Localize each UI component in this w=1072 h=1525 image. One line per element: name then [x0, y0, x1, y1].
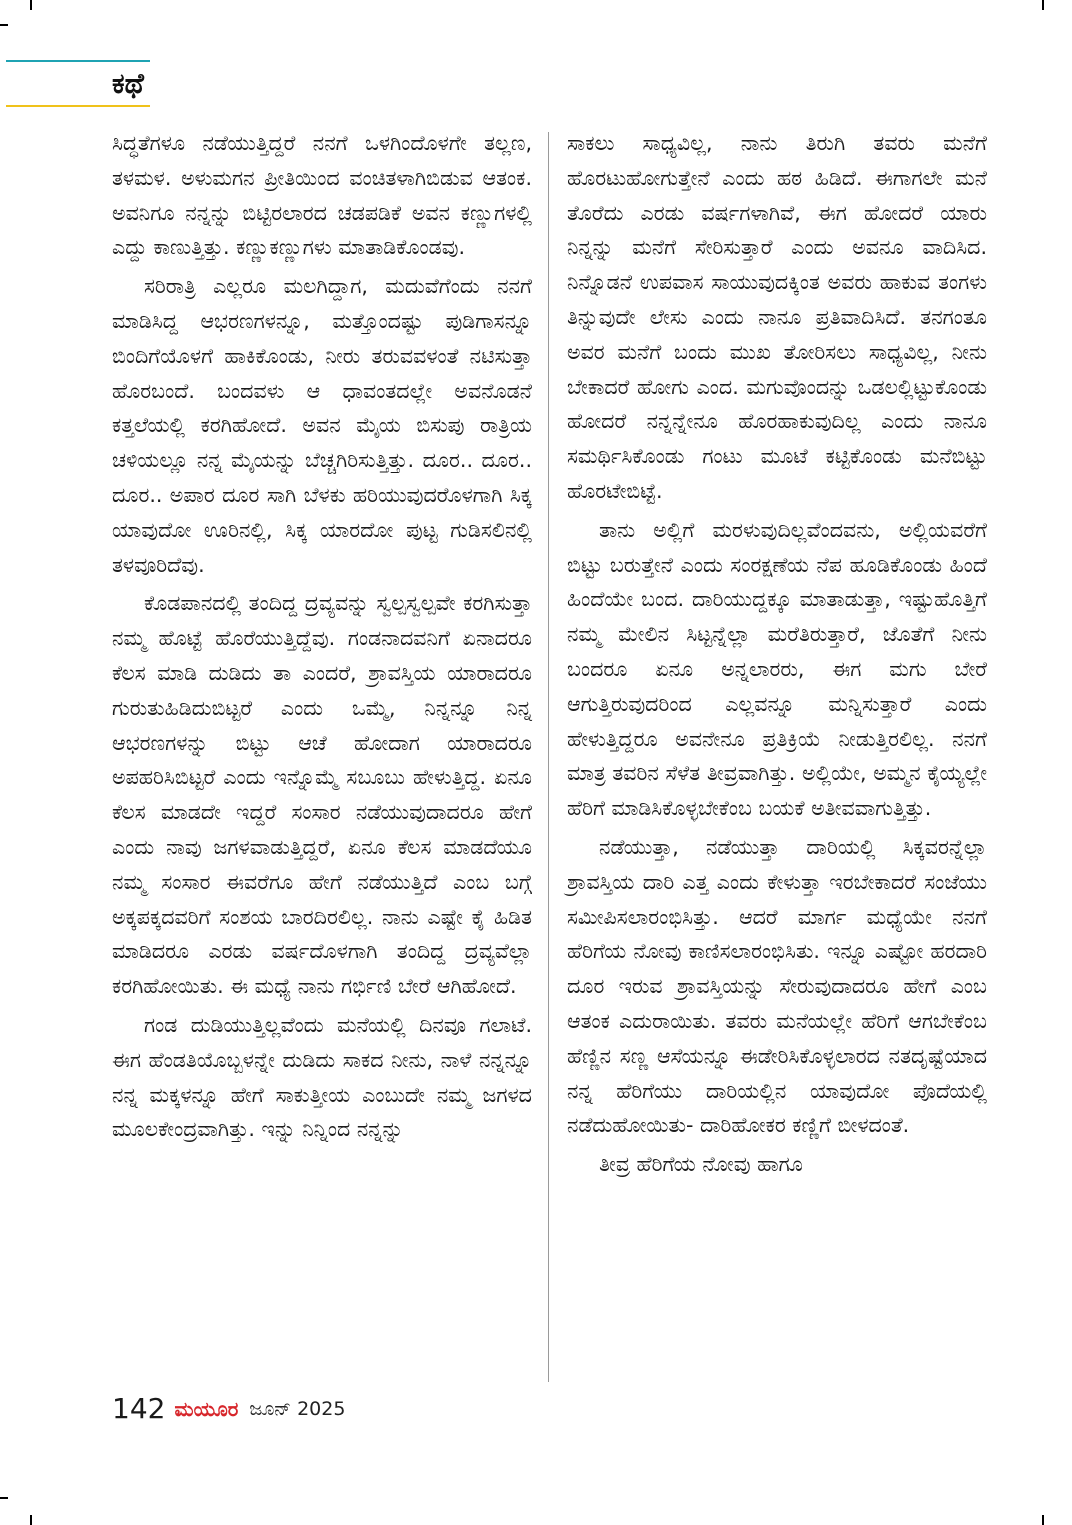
column-divider: [548, 132, 549, 1382]
magazine-logo: ಮಯೂರ: [174, 1396, 239, 1421]
header-rule-teal: [6, 60, 150, 62]
paragraph: ಸರಿರಾತ್ರಿ ಎಲ್ಲರೂ ಮಲಗಿದ್ದಾಗ, ಮದುವೆಗೆಂದು ನನಗೆ ಮಾಡಿಸಿದ್ದ ಆಭರಣಗಳನ್ನೂ, ಮತ್ತೊಂದಷ್ಟು ಪುಡಿಗಾಸನ್ನೂ ಬಿಂದಿಗೆಯೊಳಗೆ ಹಾಕಿಕೊಂಡು, ನೀರು ತರುವವಳಂತೆ ನಟಿಸುತ್ತಾ ಹೊರಬಂದೆ. ಬಂದವಳು ಆ ಧಾವಂತದಲ್ಲೇ ಅವನೊಡನೆ ಕತ್ತಲೆಯಲ್ಲಿ ಕರಗಿಹೋದೆ. ಅವನ ಮೈಯ ಬಿಸುಪು ರಾತ್ರಿಯ ಚಳಿಯಲ್ಲೂ ನನ್ನ ಮೈಯನ್ನು ಬೆಚ್ಚಗಿರಿಸುತ್ತಿತ್ತು. ದೂರ.. ದೂರ.. ದೂರ.. ಅಪಾರ ದೂರ ಸಾಗಿ ಬೆಳಕು ಹರಿಯುವುದರೊಳಗಾಗಿ ಸಿಕ್ಕ ಯಾವುದೋ ಊರಿನಲ್ಲಿ, ಸಿಕ್ಕ ಯಾರದೋ ಪುಟ್ಟ ಗುಡಿಸಲಿನಲ್ಲಿ ತಳವೂರಿದೆವು.: [112, 274, 532, 577]
crop-mark-left-top: [0, 24, 8, 26]
left-column: [112, 126, 532, 1151]
crop-mark-bottom-left: [30, 1515, 32, 1525]
crop-mark-top-right: [1042, 0, 1044, 10]
issue-date: ಜೂನ್ 2025: [249, 1397, 346, 1420]
right-column: [567, 126, 987, 1186]
crop-mark-bottom-right: [1042, 1515, 1044, 1525]
paragraph: ಸಾಕಲು ಸಾಧ್ಯವಿಲ್ಲ, ನಾನು ತಿರುಗಿ ತವರು ಮನೆಗೆ ಹೊರಟುಹೋಗುತ್ತೇನೆ ಎಂದು ಹಠ ಹಿಡಿದೆ. ಈಗಾಗಲೇ ಮನೆ ತೊರೆದು ಎರಡು ವರ್ಷಗಳಾಗಿವೆ, ಈಗ ಹೋದರೆ ಯಾರು ನಿನ್ನನ್ನು ಮನೆಗೆ ಸೇರಿಸುತ್ತಾರೆ ಎಂದು ಅವನೂ ವಾದಿಸಿದ. ನಿನ್ನೊಡನೆ ಉಪವಾಸ ಸಾಯುವುದಕ್ಕಿಂತ ಅವರು ಹಾಕುವ ತಂಗಳು ತಿನ್ನುವುದೇ ಲೇಸು ಎಂದು ನಾನೂ ಪ್ರತಿವಾದಿಸಿದೆ. ತನಗಂತೂ ಅವರ ಮನೆಗೆ ಬಂದು ಮುಖ ತೋರಿಸಲು ಸಾಧ್ಯವಿಲ್ಲ, ನೀನು ಬೇಕಾದರೆ ಹೋಗು ಎಂದ. ಮಗುವೊಂದನ್ನು ಒಡಲಲ್ಲಿಟ್ಟುಕೊಂಡು ಹೋದರೆ ನನ್ನನ್ನೇನೂ ಹೊರಹಾಕುವುದಿಲ್ಲ ಎಂದು ನಾನೂ ಸಮರ್ಥಿಸಿಕೊಂಡು ಗಂಟು ಮೂಟೆ ಕಟ್ಟಿಕೊಂಡು ಮನೆಬಿಟ್ಟು ಹೊರಟೇಬಿಟ್ಟೆ.: [567, 131, 987, 503]
paragraph: ಗಂಡ ದುಡಿಯುತ್ತಿಲ್ಲವೆಂದು ಮನೆಯಲ್ಲಿ ದಿನವೂ ಗಲಾಟೆ. ಈಗ ಹೆಂಡತಿಯೊಬ್ಬಳನ್ನೇ ದುಡಿದು ಸಾಕದ ನೀನು, ನಾಳೆ ನನ್ನನ್ನೂ ನನ್ನ ಮಕ್ಕಳನ್ನೂ ಹೇಗೆ ಸಾಕುತ್ತೀಯ ಎಂಬುದೇ ನಮ್ಮ ಜಗಳದ ಮೂಲಕೇಂದ್ರವಾಗಿತ್ತು. ಇನ್ನು ನಿನ್ನಿಂದ ನನ್ನನ್ನು: [112, 1012, 532, 1142]
page-footer: [112, 1392, 345, 1432]
page-number: 142: [112, 1392, 166, 1425]
crop-mark-left-bottom: [0, 1497, 8, 1499]
crop-mark-top-left: [30, 0, 32, 10]
paragraph: ತಾನು ಅಲ್ಲಿಗೆ ಮರಳುವುದಿಲ್ಲವೆಂದವನು, ಅಲ್ಲಿಯವರೆಗೆ ಬಿಟ್ಟು ಬರುತ್ತೇನೆ ಎಂದು ಸಂರಕ್ಷಣೆಯ ನೆಪ ಹೂಡಿಕೊಂಡು ಹಿಂದೆ ಹಿಂದೆಯೇ ಬಂದ. ದಾರಿಯುದ್ದಕ್ಕೂ ಮಾತಾಡುತ್ತಾ, ಇಷ್ಟುಹೊತ್ತಿಗೆ ನಮ್ಮ ಮೇಲಿನ ಸಿಟ್ಟನ್ನೆಲ್ಲಾ ಮರೆತಿರುತ್ತಾರೆ, ಜೊತೆಗೆ ನೀನು ಬಂದರೂ ಏನೂ ಅನ್ನಲಾರರು, ಈಗ ಮಗು ಬೇರೆ ಆಗುತ್ತಿರುವುದರಿಂದ ಎಲ್ಲವನ್ನೂ ಮನ್ನಿಸುತ್ತಾರೆ ಎಂದು ಹೇಳುತ್ತಿದ್ದರೂ ಅವನೇನೂ ಪ್ರತಿಕ್ರಿಯೆ ನೀಡುತ್ತಿರಲಿಲ್ಲ. ನನಗೆ ಮಾತ್ರ ತವರಿನ ಸೆಳೆತ ತೀವ್ರವಾಗಿತ್ತು. ಅಲ್ಲಿಯೇ, ಅಮ್ಮನ ಕೈಯ್ಯಲ್ಲೇ ಹೆರಿಗೆ ಮಾಡಿಸಿಕೊಳ್ಳಬೇಕೆಂಬ ಬಯಕೆ ಅತೀವವಾಗುತ್ತಿತ್ತು.: [567, 517, 987, 821]
header-rule-yellow: [6, 105, 150, 107]
paragraph: ನಡೆಯುತ್ತಾ, ನಡೆಯುತ್ತಾ ದಾರಿಯಲ್ಲಿ ಸಿಕ್ಕವರನ್ನೆಲ್ಲಾ ಶ್ರಾವಸ್ತಿಯ ದಾರಿ ಎತ್ತ ಎಂದು ಕೇಳುತ್ತಾ ಇರಬೇಕಾದರೆ ಸಂಜೆಯು ಸಮೀಪಿಸಲಾರಂಭಿಸಿತ್ತು. ಆದರೆ ಮಾರ್ಗ ಮಧ್ಯೆಯೇ ನನಗೆ ಹೆರಿಗೆಯ ನೋವು ಕಾಣಿಸಲಾರಂಭಿಸಿತು. ಇನ್ನೂ ಎಷ್ಟೋ ಹರದಾರಿ ದೂರ ಇರುವ ಶ್ರಾವಸ್ತಿಯನ್ನು ಸೇರುವುದಾದರೂ ಹೇಗೆ ಎಂಬ ಆತಂಕ ಎದುರಾಯಿತು. ತವರು ಮನೆಯಲ್ಲೇ ಹೆರಿಗೆ ಆಗಬೇಕೆಂಬ ಹೆಣ್ಣಿನ ಸಣ್ಣ ಆಸೆಯನ್ನೂ ಈಡೇರಿಸಿಕೊಳ್ಳಲಾರದ ನತದೃಷ್ಟೆಯಾದ ನನ್ನ ಹೆರಿಗೆಯು ದಾರಿಯಲ್ಲಿನ ಯಾವುದೋ ಪೊದೆಯಲ್ಲಿ ನಡೆದುಹೋಯಿತು- ದಾರಿಹೋಕರ ಕಣ್ಣಿಗೆ ಬೀಳದಂತೆ.: [567, 834, 987, 1138]
paragraph: ಕೊಡಪಾನದಲ್ಲಿ ತಂದಿದ್ದ ದ್ರವ್ಯವನ್ನು ಸ್ವಲ್ಪಸ್ವಲ್ಪವೇ ಕರಗಿಸುತ್ತಾ ನಮ್ಮ ಹೊಟ್ಟೆ ಹೊರೆಯುತ್ತಿದ್ದೆವು. ಗಂಡನಾದವನಿಗೆ ಏನಾದರೂ ಕೆಲಸ ಮಾಡಿ ದುಡಿದು ತಾ ಎಂದರೆ, ಶ್ರಾವಸ್ತಿಯ ಯಾರಾದರೂ ಗುರುತುಹಿಡಿದುಬಿಟ್ಟರೆ ಎಂದು ಒಮ್ಮೆ, ನಿನ್ನನ್ನೂ ನಿನ್ನ ಆಭರಣಗಳನ್ನು ಬಿಟ್ಟು ಆಚೆ ಹೋದಾಗ ಯಾರಾದರೂ ಅಪಹರಿಸಿಬಿಟ್ಟರೆ ಎಂದು ಇನ್ನೊಮ್ಮೆ ಸಬೂಬು ಹೇಳುತ್ತಿದ್ದ. ಏನೂ ಕೆಲಸ ಮಾಡದೇ ಇದ್ದರೆ ಸಂಸಾರ ನಡೆಯುವುದಾದರೂ ಹೇಗೆ ಎಂದು ನಾವು ಜಗಳವಾಡುತ್ತಿದ್ದರೆ, ಏನೂ ಕೆಲಸ ಮಾಡದೆಯೂ ನಮ್ಮ ಸಂಸಾರ ಈವರೆಗೂ ಹೇಗೆ ನಡೆಯುತ್ತಿದೆ ಎಂಬ ಬಗ್ಗೆ ಅಕ್ಕಪಕ್ಕದವರಿಗೆ ಸಂಶಯ ಬಾರದಿರಲಿಲ್ಲ. ನಾನು ಎಷ್ಟೇ ಕೈ ಹಿಡಿತ ಮಾಡಿದರೂ ಎರಡು ವರ್ಷದೊಳಗಾಗಿ ತಂದಿದ್ದ ದ್ರವ್ಯವೆಲ್ಲಾ ಕರಗಿಹೋಯಿತು. ಈ ಮಧ್ಯೆ ನಾನು ಗರ್ಭಿಣಿ ಬೇರೆ ಆಗಿಹೋದೆ.: [112, 591, 532, 999]
paragraph: ಸಿದ್ಧತೆಗಳೂ ನಡೆಯುತ್ತಿದ್ದರೆ ನನಗೆ ಒಳಗಿಂದೊಳಗೇ ತಲ್ಲಣ, ತಳಮಳ. ಅಳುಮಗನ ಪ್ರೀತಿಯಿಂದ ವಂಚಿತಳಾಗಿಬಿಡುವ ಆತಂಕ. ಅವನಿಗೂ ನನ್ನನ್ನು ಬಿಟ್ಟಿರಲಾರದ ಚಡಪಡಿಕೆ ಅವನ ಕಣ್ಣುಗಳಲ್ಲಿ ಎದ್ದು ಕಾಣುತ್ತಿತ್ತು. ಕಣ್ಣುಕಣ್ಣುಗಳು ಮಾತಾಡಿಕೊಂಡವು.: [112, 131, 532, 260]
paragraph: ತೀವ್ರ ಹೆರಿಗೆಯ ನೋವು ಹಾಗೂ: [599, 1152, 803, 1177]
section-title: ಕಥೆ: [112, 67, 144, 100]
